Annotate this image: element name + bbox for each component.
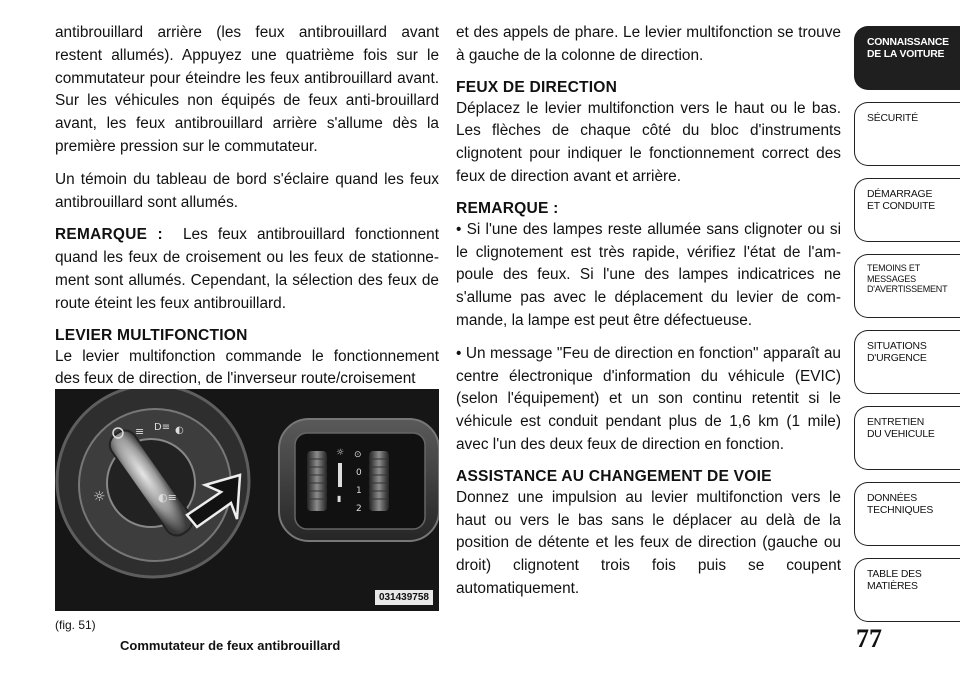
tab-connaissance-de-la-voiture[interactable]: CONNAISSANCE DE LA VOITURE — [854, 26, 960, 90]
paragraph-lane-change: Donnez une impulsion au levier multifonction vers le haut ou vers le bas sans le déplacer au delà de la position de détente et les feux de direction (gauche ou droit) clignotent trois fois puis se coupent automatiquement. — [456, 488, 841, 597]
heading-lane-change: ASSISTANCE AU CHANGEMENT DE VOIE — [456, 467, 772, 485]
figure-caption: Commutateur de feux antibrouillard — [120, 638, 341, 653]
svg-text:▮: ▮ — [337, 494, 342, 503]
fog-switch-figure — [55, 389, 439, 611]
heading-turn-signals: FEUX DE DIRECTION — [456, 78, 618, 96]
fog-switch-illustration — [55, 389, 439, 611]
tab-donnees-techniques[interactable]: DONNÉES TECHNIQUES — [854, 482, 960, 546]
heading-multifunction-lever: LEVIER MULTIFONCTION — [55, 326, 248, 344]
svg-text:⊙: ⊙ — [354, 450, 362, 460]
svg-text:☼: ☼ — [93, 489, 106, 505]
left-column — [55, 22, 439, 401]
tab-situations-d-urgence[interactable]: SITUATIONS D'URGENCE — [854, 330, 960, 394]
svg-text:◐≡: ◐≡ — [158, 491, 177, 504]
paragraph-lever-location: et des appels de phare. Le levier multifonction se trouve à gauche de la colonne de direction. — [456, 24, 841, 64]
paragraph-multifunction-lever: Le levier multifonction commande le fonctionnement des feux de direction, de l'inverseur route/croisement — [55, 347, 439, 388]
tab-securite[interactable]: SÉCURITÉ — [854, 102, 960, 166]
note-label: REMARQUE : — [55, 226, 163, 244]
svg-text:D≡: D≡ — [154, 422, 171, 433]
page-number: 77 — [856, 624, 882, 653]
tab-table-des-matieres[interactable]: TABLE DES MATIÈRES — [854, 558, 960, 622]
figure-code: 031439758 — [375, 590, 433, 605]
dial-mark-0: 0 — [356, 468, 362, 478]
bullet-lamp-check: • Si l'une des lampes reste allumée sans clignoter ou si le clignotement est très rapide, vérifiez l'état de l'am-poule des feux. Si l'une des lampes indicatrices ne s'allume pas avec le déplacement du levier de com-mande, la lampe est peut être défectueuse. — [456, 220, 841, 329]
svg-text:≡: ≡ — [135, 425, 145, 438]
paragraph-turn-signals: Déplacez le levier multifonction vers le haut ou le bas. Les flèches de chaque côté du bloc d'instruments clignotent pour indiquer le fonctionnement correct des feux de direction avant et arrière. — [456, 99, 841, 185]
right-column — [456, 22, 841, 611]
figure-label: (fig. 51) — [55, 618, 96, 632]
svg-text:☼: ☼ — [336, 448, 345, 458]
tab-temoins-et-messages[interactable]: TEMOINS ET MESSAGES D'AVERTISSEMENT — [854, 254, 960, 318]
chapter-tabs — [854, 26, 960, 620]
tab-demarrage-et-conduite[interactable]: DÉMARRAGE ET CONDUITE — [854, 178, 960, 242]
heading-note: REMARQUE : — [456, 199, 559, 217]
dial-mark-1: 1 — [356, 486, 362, 496]
bullet-evic-message: • Un message "Feu de direction en fonction" apparaît au centre électronique d'information du véhicule (EVIC) (selon l'équipement) et un son continu retentit si le véhicule est conduit pendant plus de 1,6 km (1 mile) avec l'un des deux feux de direction en fonction. — [456, 344, 841, 453]
paragraph-indicator: Un témoin du tableau de bord s'éclaire quand les feux antibrouillard sont allumés. — [55, 170, 439, 211]
note-text: Les feux antibrouillard fonctionnent quand les feux de croisement ou les feux de stationne-ment sont allumés. Cependant, la sélection des feux de route éteint les feux antibrouillard. — [55, 226, 439, 312]
svg-text:◐: ◐ — [175, 425, 184, 436]
dial-mark-2: 2 — [356, 504, 362, 514]
tab-entretien-du-vehicule[interactable]: ENTRETIEN DU VEHICULE — [854, 406, 960, 470]
paragraph-fog-rear: antibrouillard arrière (les feux antibrouillard avant restent allumés). Appuyez une quatrième fois sur le commutateur pour éteindre les feux antibrouillard avant. Sur les véhicules non équipés de feux anti-brouillard avant, les feux antibrouillard arrière s'allume dès la première pression sur le commutateur. — [55, 24, 439, 155]
note-fog — [55, 224, 439, 315]
